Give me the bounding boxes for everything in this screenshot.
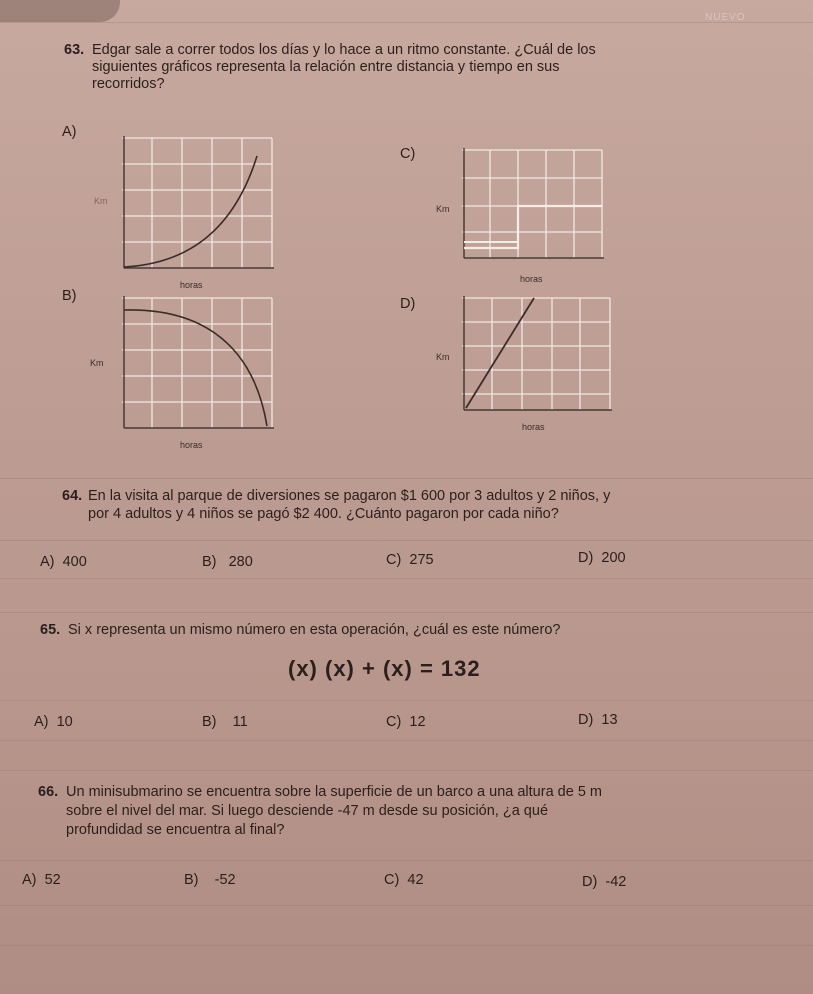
option-letter: D) — [578, 550, 594, 566]
ruled-line — [0, 612, 813, 613]
option-letter[interactable]: D) — [400, 296, 416, 312]
graph-c[interactable] — [462, 148, 612, 268]
option-a[interactable] — [34, 714, 73, 730]
question-text-line: profundidad se encuentra al final? — [66, 822, 285, 838]
option-value: 12 — [409, 714, 426, 730]
y-axis-label: Km — [94, 196, 108, 206]
ruled-line — [0, 22, 813, 23]
option-value: 275 — [409, 552, 434, 568]
option-letter[interactable]: A) — [62, 124, 77, 140]
ruled-line — [0, 945, 813, 946]
option-letter: C) — [386, 714, 402, 730]
question-text-line: Si x representa un mismo número en esta operación, ¿cuál es este número? — [68, 622, 561, 638]
option-d[interactable] — [578, 550, 626, 566]
question-text-line: sobre el nivel del mar. Si luego desciende -47 m desde su posición, ¿a qué — [66, 803, 549, 819]
option-letter: A) — [34, 714, 49, 730]
option-a[interactable] — [22, 872, 61, 888]
graph-d[interactable] — [462, 296, 617, 421]
header-mark: NUEVO — [705, 12, 746, 23]
question-text-line: por 4 adultos y 4 niños se pagó $2 400. ¿Cuánto pagaron por cada niño? — [88, 506, 559, 522]
option-b[interactable] — [202, 714, 248, 730]
corner-shadow — [0, 0, 120, 22]
option-value: -42 — [605, 874, 627, 890]
ruled-line — [0, 770, 813, 771]
option-d[interactable] — [578, 712, 618, 728]
x-axis-label: horas — [520, 274, 543, 284]
option-value: 52 — [44, 872, 61, 888]
option-letter: A) — [40, 554, 55, 570]
graph-d-plot — [462, 296, 617, 416]
option-value: 200 — [601, 550, 626, 566]
option-b[interactable] — [202, 554, 253, 570]
option-letter: A) — [22, 872, 37, 888]
x-axis-label: horas — [180, 280, 203, 290]
question-text-line: recorridos? — [92, 76, 165, 92]
x-axis-label: horas — [180, 440, 203, 450]
equation: (x) (x) + (x) = 132 — [288, 656, 481, 681]
option-value: -52 — [214, 872, 236, 888]
question-number: 66. — [38, 784, 59, 800]
option-letter[interactable]: C) — [400, 146, 416, 162]
question-text-line: siguientes gráficos representa la relación entre distancia y tiempo en sus — [92, 59, 560, 75]
y-axis-label: Km — [436, 204, 450, 214]
question-number: 65. — [40, 622, 61, 638]
option-value: 280 — [228, 554, 253, 570]
curve-decreasing — [124, 310, 267, 426]
graph-c-plot — [462, 148, 612, 263]
option-letter: D) — [578, 712, 594, 728]
option-value: 10 — [56, 714, 73, 730]
option-a[interactable] — [40, 554, 87, 570]
option-c[interactable] — [384, 872, 424, 888]
option-letter: C) — [386, 552, 402, 568]
question-text-line: Edgar sale a correr todos los días y lo hace a un ritmo constante. ¿Cuál de los — [92, 42, 596, 58]
option-letter: D) — [582, 874, 598, 890]
question-text-line: Un minisubmarino se encuentra sobre la superficie de un barco a una altura de 5 m — [66, 784, 602, 800]
question-text-line: En la visita al parque de diversiones se pagaron $1 600 por 3 adultos y 2 niños, y — [88, 488, 611, 504]
y-axis-label: Km — [436, 352, 450, 362]
graph-b[interactable] — [122, 296, 277, 437]
graph-a-plot — [122, 136, 277, 272]
ruled-line — [0, 700, 813, 701]
option-value: 42 — [407, 872, 424, 888]
question-number: 64. — [62, 488, 83, 504]
graph-a[interactable] — [122, 136, 277, 277]
graph-b-plot — [122, 296, 277, 432]
straight-line — [466, 298, 534, 408]
ruled-line — [0, 740, 813, 741]
option-c[interactable] — [386, 714, 426, 730]
ruled-line — [0, 905, 813, 906]
ruled-line — [0, 860, 813, 861]
option-letter: B) — [184, 872, 199, 888]
ruled-line — [0, 578, 813, 579]
x-axis-label: horas — [522, 422, 545, 432]
curve-exponential — [124, 156, 257, 267]
option-b[interactable] — [184, 872, 236, 888]
option-c[interactable] — [386, 552, 434, 568]
option-letter: B) — [202, 714, 217, 730]
option-value: 11 — [232, 714, 248, 730]
option-letter: C) — [384, 872, 400, 888]
option-letter: B) — [202, 554, 217, 570]
option-value: 400 — [62, 554, 87, 570]
option-d[interactable] — [582, 874, 626, 890]
ruled-line — [0, 540, 813, 541]
y-axis-label: Km — [90, 358, 104, 368]
question-number: 63. — [64, 42, 85, 58]
ruled-line — [0, 478, 813, 479]
option-value: 13 — [601, 712, 618, 728]
option-letter[interactable]: B) — [62, 288, 77, 304]
